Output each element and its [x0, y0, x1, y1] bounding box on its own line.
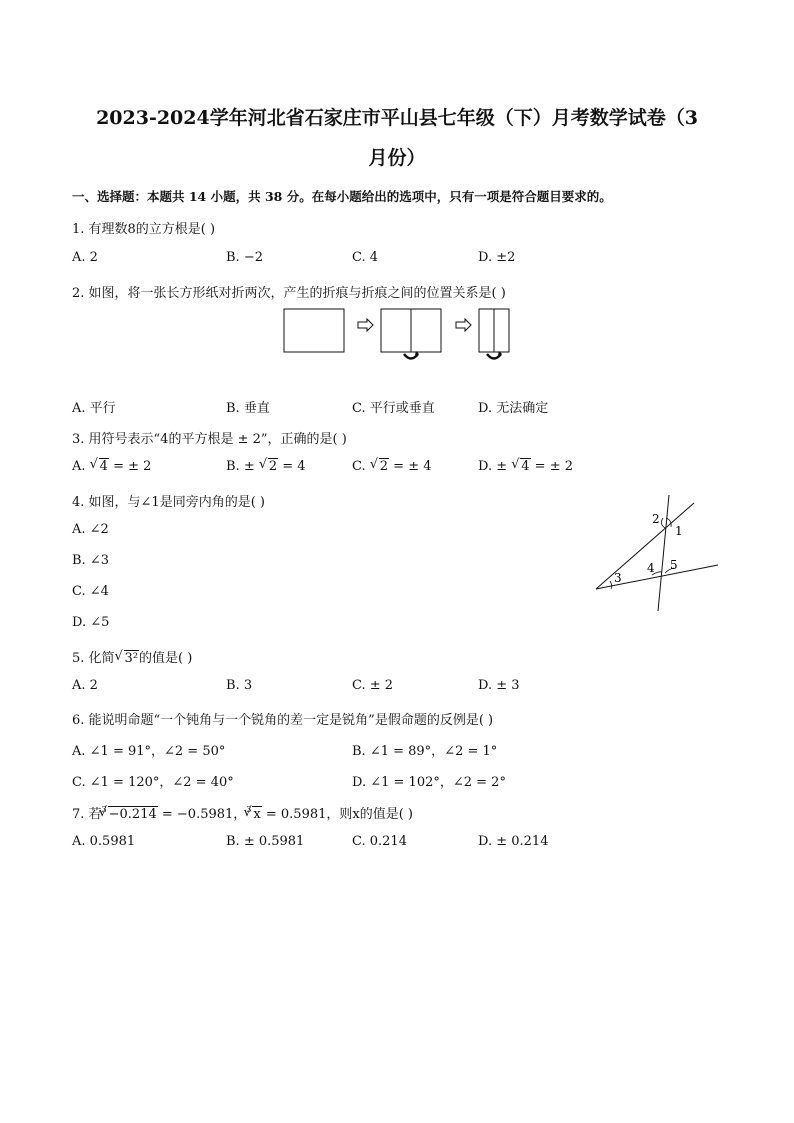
question-1-option-b: B. −2 [226, 250, 263, 265]
question-6-option-d: D. ∠1 = 102°，∠2 = 2° [352, 775, 506, 790]
crossing-line [658, 495, 669, 611]
question-2-option-d: D. 无法确定 [478, 401, 549, 416]
question-6-stem: 6. 能说明命题“一个钝角与一个锐角的差一定是锐角”是假命题的反例是( ) [72, 713, 494, 728]
question-3-stem: 3. 用符号表示“4的平方根是 ± 2”，正确的是( ) [72, 432, 347, 447]
question-4-option-d: D. ∠5 [72, 615, 110, 630]
paper-folding-figure [280, 305, 520, 365]
question-5-option-c: C. ± 2 [352, 678, 394, 693]
question-1-stem: 1. 有理数8的立方根是( ) [72, 222, 216, 237]
angle-label-5: 5 [670, 558, 678, 572]
angle-label-2: 2 [652, 512, 660, 526]
question-6-option-a: A. ∠1 = 91°，∠2 = 50° [72, 744, 226, 759]
question-7-option-b: B. ± 0.5981 [226, 834, 305, 849]
question-2-stem: 2. 如图，将一张长方形纸对折两次，产生的折痕与折痕之间的位置关系是( ) [72, 286, 506, 301]
question-5-option-b: B. 3 [226, 678, 253, 693]
question-5-option-a: A. 2 [72, 678, 98, 693]
question-1-option-a: A. 2 [72, 250, 98, 265]
question-4-option-b: B. ∠3 [72, 553, 109, 568]
question-6-option-b: B. ∠1 = 89°，∠2 = 1° [352, 744, 498, 759]
question-3-option-a: A. √ 4 = ± 2 [72, 459, 151, 474]
arrow-right-icon [358, 319, 373, 331]
question-4-option-c: C. ∠4 [72, 584, 109, 599]
question-6-option-c: C. ∠1 = 120°，∠2 = 40° [72, 775, 234, 790]
arrow-right-icon [456, 319, 471, 331]
angle-label-4: 4 [647, 561, 655, 575]
question-2-option-b: B. 垂直 [226, 401, 270, 416]
question-2-option-c: C. 平行或垂直 [352, 401, 435, 416]
question-1-option-d: D. ±2 [478, 250, 516, 265]
question-7-option-a: A. 0.5981 [72, 834, 136, 849]
angle-label-3: 3 [614, 571, 622, 585]
question-2-option-a: A. 平行 [72, 401, 116, 416]
angle-figure [590, 495, 725, 615]
question-4-option-a: A. ∠2 [72, 522, 109, 537]
question-3-option-d: D. ± √ 4 = ± 2 [478, 459, 573, 474]
question-3-option-b: B. ± √ 2 = 4 [226, 459, 306, 474]
angle-label-1: 1 [675, 524, 683, 538]
question-5-option-d: D. ± 3 [478, 678, 520, 693]
question-5-stem: 5. 化简√ 3²的值是( ) [72, 647, 192, 666]
transversal-line-a [596, 503, 694, 589]
question-7-stem: 7. 若$^3$√ −0.214 = −0.5981，$^3$√ x = 0.5981，则x的值是( ) [72, 803, 413, 822]
question-3-option-c: C. √ 2 = ± 4 [352, 459, 431, 474]
question-7-option-d: D. ± 0.214 [478, 834, 549, 849]
page-title: 2023-2024学年河北省石家庄市平山县七年级（下）月考数学试卷（3 [96, 107, 698, 129]
question-1-option-c: C. 4 [352, 250, 379, 265]
question-7-option-c: C. 0.214 [352, 834, 407, 849]
question-4-stem: 4. 如图，与∠1是同旁内角的是( ) [72, 495, 265, 510]
page-title-continued: 月份） [368, 147, 426, 169]
section-heading: 一、选择题：本题共 14 小题，共 38 分。在每小题给出的选项中，只有一项是符合题目要求的。 [72, 189, 612, 204]
